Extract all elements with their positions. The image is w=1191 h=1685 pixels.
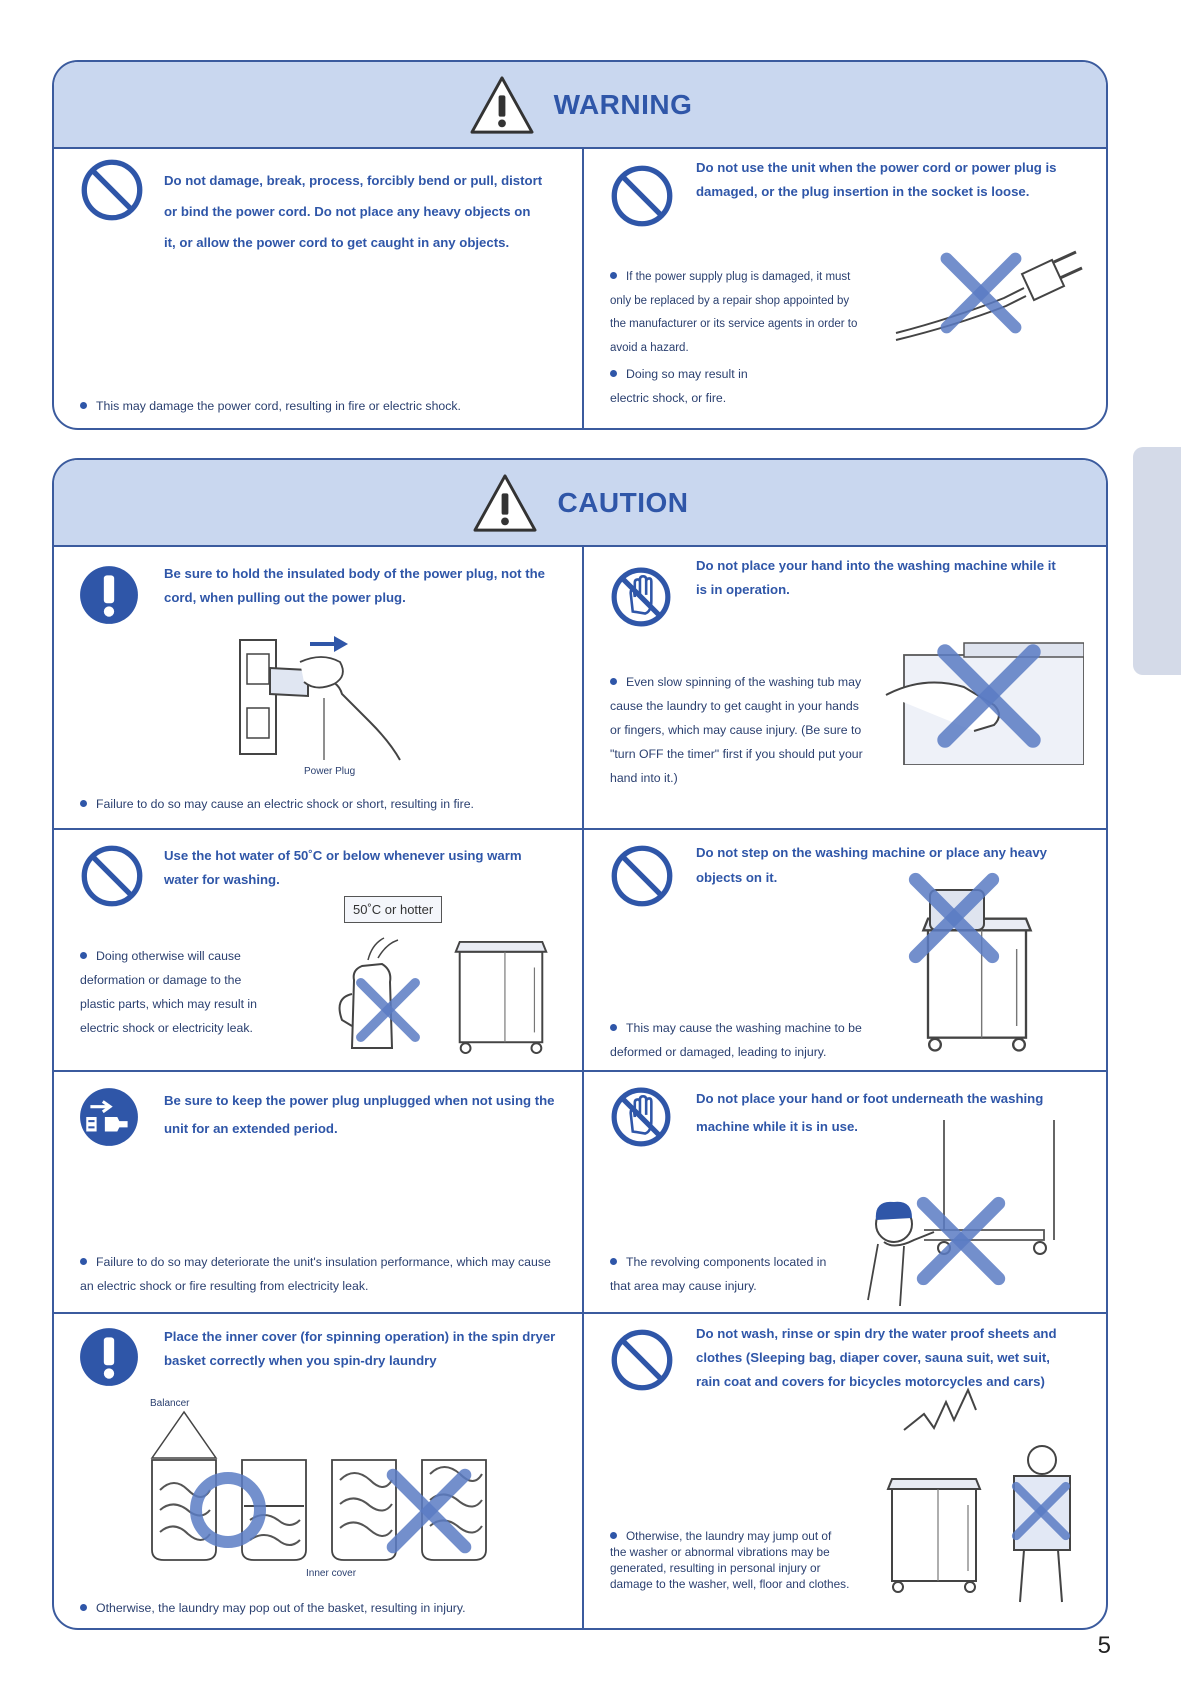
damaged-plug-illustration [894, 238, 1084, 348]
warning-triangle-icon [468, 74, 536, 136]
power-plug-caption: Power Plug [304, 766, 356, 777]
bullet-dot [80, 402, 87, 409]
caution-panel [52, 458, 1108, 1630]
caution-cell-4-heading: Do not step on the washing machine or place any heavy objects on it. [696, 845, 1048, 885]
caution-cell-5-bullet: Failure to do so may deteriorate the unit's insulation performance, which may cause an electric shock or fire resulting from electricity leak. [80, 1255, 551, 1293]
caution-triangle-icon [471, 472, 539, 534]
bullet-dot [80, 1604, 87, 1611]
no-hand-icon [610, 1086, 672, 1148]
bullet-dot [610, 678, 617, 685]
caution-cell-6-bullet: The revolving components located in that area may cause injury. [610, 1255, 827, 1293]
washer-illustration [450, 938, 552, 1056]
bullet-dot [610, 370, 617, 377]
caution-cell-7-bullet: Otherwise, the laundry may pop out of the basket, resulting in injury. [80, 1596, 575, 1620]
caution-divider-row-2 [54, 1070, 1106, 1072]
bullet-dot [610, 1258, 617, 1265]
bullet-dot [80, 800, 87, 807]
caution-cell-1-heading: Be sure to hold the insulated body of the power plug, not the cord, when pulling out the power plug. [164, 566, 545, 605]
mandatory-icon [78, 1326, 140, 1388]
mandatory-icon [78, 564, 140, 626]
caution-cell-2-bullet: Even slow spinning of the washing tub may cause the laundry to get caught in your hands or fingers, which may cause injury. (Be sure to "turn OFF the timer" first if you should put your hand into it.) [610, 675, 863, 785]
caution-cell-8-heading: Do not wash, rinse or spin dry the water proof sheets and clothes (Sleeping bag, diaper cover, sauna suit, wet suit, rain coat and covers for bicycles motorcycles and cars) [696, 1326, 1057, 1389]
prohibited-icon [610, 1328, 674, 1392]
warning-divider [582, 147, 584, 428]
warning-panel [52, 60, 1108, 430]
bullet-dot [610, 1532, 617, 1539]
page-number: 5 [1097, 1632, 1111, 1659]
inner-cover-illustration [144, 1410, 564, 1562]
hot-water-balloon: 50˚C or hotter [344, 896, 442, 923]
warning-title: WARNING [553, 88, 693, 120]
balancer-caption: Balancer [150, 1398, 190, 1409]
caution-divider-vertical [582, 545, 584, 1628]
prohibited-icon [610, 164, 674, 228]
no-hand-icon [610, 566, 672, 628]
caution-cell-3-bullet: Doing otherwise will cause deformation or damage to the plastic parts, which may result in electric shock or electricity leak. [80, 949, 258, 1035]
caution-cell-4-bullet: This may cause the washing machine to be deformed or damaged, leading to injury. [610, 1021, 862, 1059]
bullet-dot [610, 272, 617, 279]
kettle-illustration [332, 930, 422, 1055]
prohibited-icon [80, 844, 144, 908]
prohibited-icon [610, 844, 674, 908]
caution-cell-1-bullet: Failure to do so may cause an electric shock or short, resulting in fire. [80, 792, 575, 816]
prohibited-icon [80, 158, 144, 222]
inner-cover-caption: Inner cover [306, 1568, 357, 1579]
bullet-dot [80, 1258, 87, 1265]
caution-cell-6-heading: Do not place your hand or foot underneath the washing machine while it is in use. [696, 1091, 1044, 1134]
warning-header [54, 62, 1106, 149]
warning-cell-1-heading: Do not damage, break, process, forcibly bend or pull, distort or bind the power cord. Do not place any heavy objects on it, or allow the power cord to get caught in any objects. [164, 173, 543, 250]
warning-cell-2-bullet-2: Doing so may result in electric shock, or fire. [610, 367, 748, 405]
unplug-icon [78, 1086, 140, 1148]
caution-cell-2-heading: Do not place your hand into the washing machine while it is in operation. [696, 558, 1056, 597]
side-tab-marker [1133, 447, 1181, 675]
caution-header [54, 460, 1106, 547]
caution-cell-7-heading: Place the inner cover (for spinning operation) in the spin dryer basket correctly when you spin-dry laundry [164, 1329, 556, 1368]
caution-divider-row-1 [54, 828, 1106, 830]
bullet-dot [80, 952, 87, 959]
caution-divider-row-3 [54, 1312, 1106, 1314]
warning-cell-2-bullet-1: If the power supply plug is damaged, it must only be replaced by a repair shop appointed by the manufacturer or its service agents in order to avoid a hazard. [610, 271, 858, 354]
bullet-dot [610, 1024, 617, 1031]
warning-cell-2-heading: Do not use the unit when the power cord or power plug is damaged, or the plug insertion in the socket is loose. [696, 160, 1057, 199]
child-under-washer-illustration [854, 1120, 1080, 1310]
caution-cell-3-heading: Use the hot water of 50˚C or below whenever using warm water for washing. [164, 848, 522, 887]
weight-on-washer-illustration [904, 870, 1034, 1060]
caution-cell-8-bullet: Otherwise, the laundry may jump out of the washer or abnormal vibrations may be generated, resulting in personal injury or damage to the washer, well, floor and clothes. [610, 1529, 850, 1591]
caution-title: CAUTION [557, 486, 689, 518]
pulling-plug-illustration [230, 632, 430, 762]
hand-in-washer-illustration [884, 635, 1084, 765]
warning-cell-1-bullet: This may damage the power cord, resulting in fire or electric shock. [80, 394, 570, 418]
caution-cell-5-heading: Be sure to keep the power plug unplugged when not using the unit for an extended period. [164, 1093, 555, 1136]
vibrating-washer-illustration [884, 1380, 1084, 1610]
